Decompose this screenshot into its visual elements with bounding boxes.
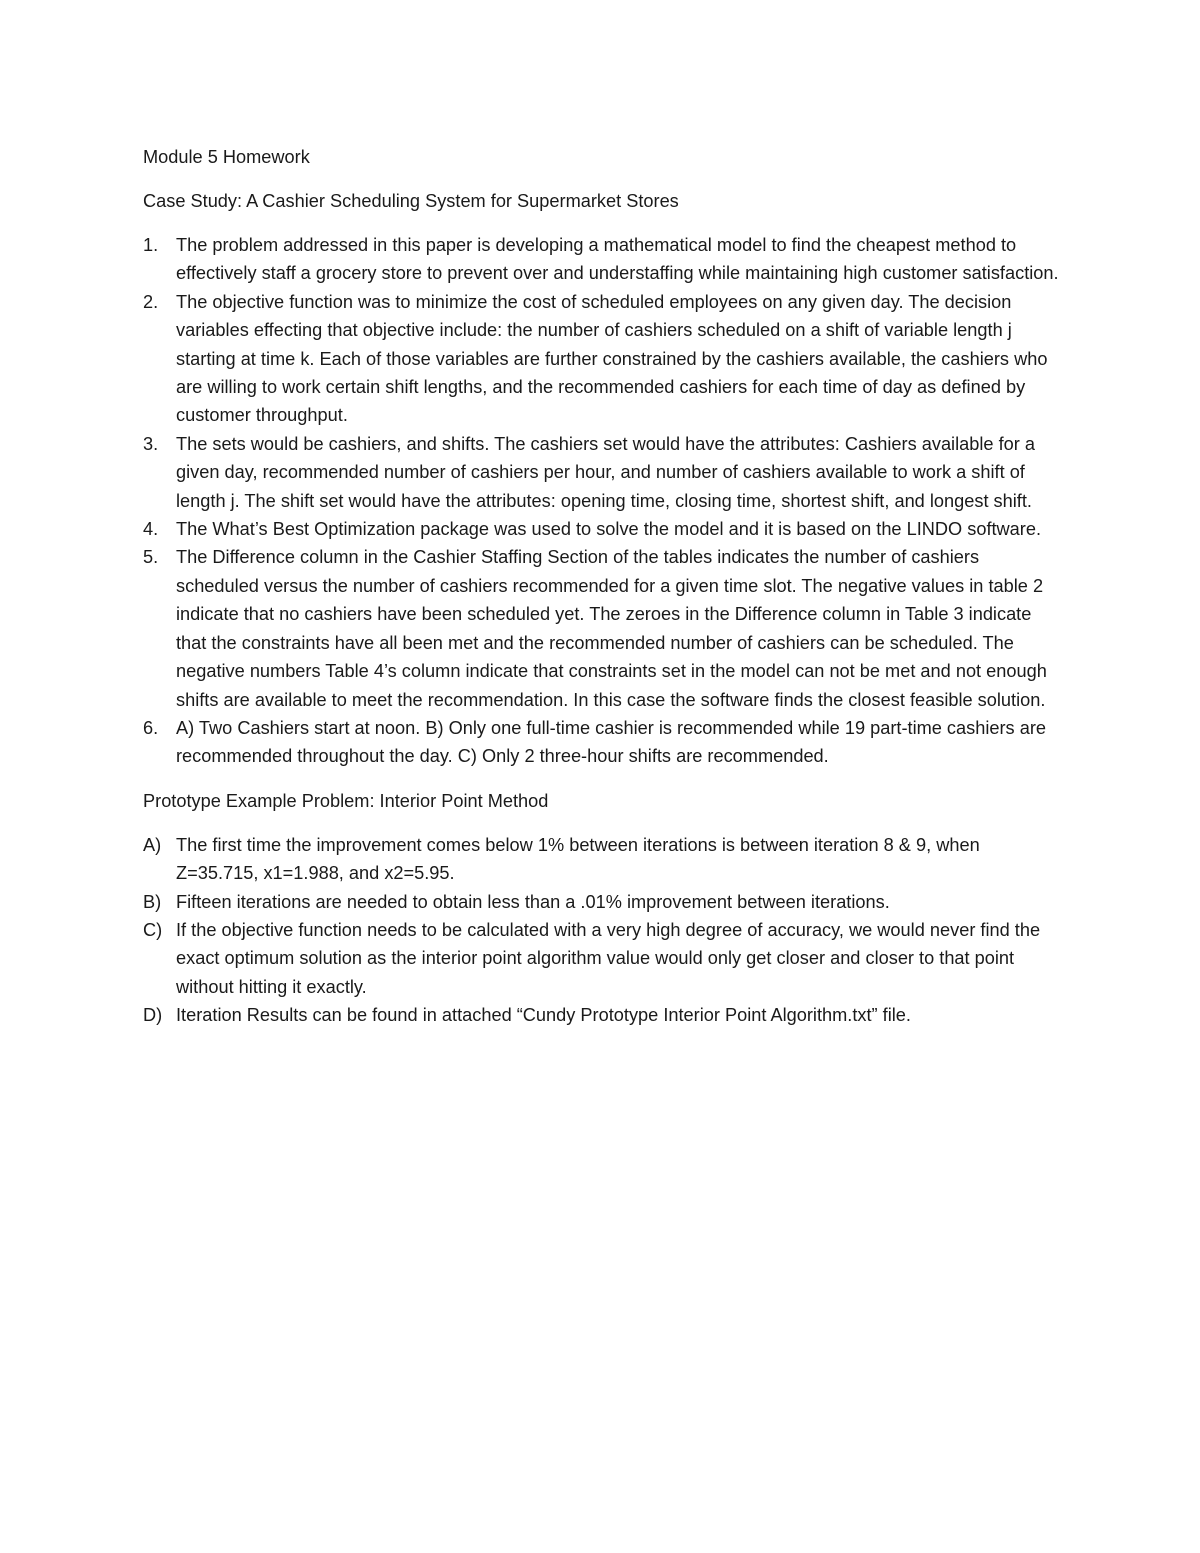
list-item-text: If the objective function needs to be calculated with a very high degree of accuracy, we would never find the exact optimum solution as the interior point algorithm value would only get closer and closer to that point without hitting it exactly.	[176, 919, 1041, 997]
list-item-text: The What’s Best Optimization package was used to solve the model and it is based on the LINDO software.	[176, 519, 1042, 540]
list-item	[143, 916, 1060, 1001]
list-item	[143, 288, 1060, 430]
case-study-heading: Case Study: A Cashier Scheduling System for Supermarket Stores	[143, 191, 679, 211]
list-item-text: The sets would be cashiers, and shifts. The cashiers set would have the attributes: Cashiers available for a given day, recommended number of cashiers per hour, and number of cashiers available to work a shift of length j. The shift set would have the attributes: opening time, closing time, shortest shift, and longest shift.	[176, 433, 1035, 511]
list-item	[143, 831, 1060, 888]
list-item	[143, 515, 1060, 543]
list-item-marker: B)	[143, 891, 162, 912]
list-item-marker: 1.	[143, 235, 159, 255]
list-item	[143, 714, 1060, 771]
list-item-marker: 6.	[143, 717, 159, 738]
list-item-text: The Difference column in the Cashier Staffing Section of the tables indicates the number of cashiers scheduled versus the number of cashiers recommended for a given time slot. The negative values in table 2 indicate that no cashiers have been scheduled yet. The zeroes in the Difference column in Table 3 indicate that the constraints have all been met and the recommended number of cashiers can be scheduled. The negative numbers Table 4’s column indicate that constraints set in the model can not be met and not enough shifts are available to meet the recommendation. In this case the software finds the closest feasible solution.	[176, 547, 1047, 710]
document-title: Module 5 Homework	[143, 147, 310, 167]
list-item-marker: D)	[143, 1005, 163, 1026]
list-item-text: The first time the improvement comes below 1% between iterations is between iteration 8 & 9, when Z=35.715, x1=1.988, and x2=5.95.	[176, 834, 980, 884]
list-item-text: The objective function was to minimize the cost of scheduled employees on any given day. The decision variables effecting that objective include: the number of cashiers scheduled on a shift of variable length j starting at time k. Each of those variables are further constrained by the cashiers available, the cashiers who are willing to work certain shift lengths, and the recommended cashiers for each time of day as defined by customer throughput.	[176, 291, 1048, 426]
prototype-list	[143, 831, 1060, 1030]
list-item-marker: 4.	[143, 519, 159, 540]
list-item-marker: 5.	[143, 547, 159, 568]
list-item	[143, 430, 1060, 515]
list-item-marker: 2.	[143, 291, 159, 312]
list-item	[143, 231, 1060, 288]
list-item	[143, 888, 1060, 916]
list-item-text: Iteration Results can be found in attached “Cundy Prototype Interior Point Algorithm.txt” file.	[176, 1005, 911, 1026]
list-item-text: Fifteen iterations are needed to obtain less than a .01% improvement between iterations.	[176, 891, 890, 912]
list-item-marker: C)	[143, 919, 163, 940]
list-item	[143, 543, 1060, 713]
list-item-marker: A)	[143, 834, 162, 855]
list-item-text: The problem addressed in this paper is developing a mathematical model to find the cheapest method to effectively staff a grocery store to prevent over and understaffing while maintaining high customer satisfaction.	[176, 235, 1059, 284]
list-item-marker: 3.	[143, 433, 159, 454]
prototype-heading: Prototype Example Problem: Interior Point Method	[143, 790, 549, 811]
case-study-list	[143, 231, 1060, 771]
list-item	[143, 1001, 1060, 1029]
list-item-text: A) Two Cashiers start at noon. B) Only one full-time cashier is recommended while 19 part-time cashiers are recommended throughout the day. C) Only 2 three-hour shifts are recommended.	[176, 717, 1046, 767]
